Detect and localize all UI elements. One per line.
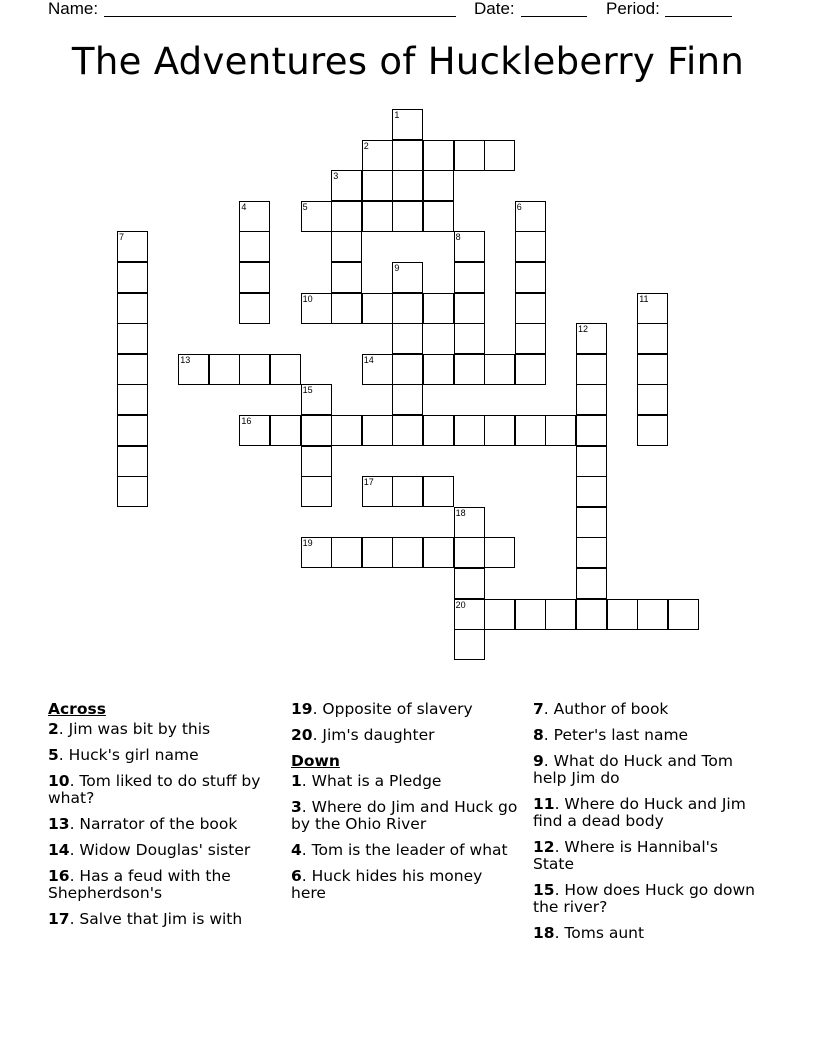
- grid-cell[interactable]: [239, 201, 270, 232]
- grid-cell[interactable]: [239, 293, 270, 324]
- clue-number: 1: [291, 772, 302, 790]
- clues-column-3: [533, 701, 763, 951]
- grid-cell[interactable]: [270, 354, 301, 385]
- clue-number: 11: [533, 795, 555, 813]
- grid-cell[interactable]: [576, 507, 607, 538]
- grid-cell[interactable]: [515, 293, 546, 324]
- grid-cell[interactable]: [545, 599, 576, 630]
- clue-item: [291, 727, 521, 744]
- grid-cell[interactable]: [576, 415, 607, 446]
- clue-item: [291, 701, 521, 718]
- cell-number: 8: [455, 232, 461, 243]
- grid-cell[interactable]: [331, 262, 362, 293]
- clue-item: [533, 882, 763, 916]
- grid-cell[interactable]: [239, 262, 270, 293]
- grid-cell[interactable]: [484, 415, 515, 446]
- clue-text: . What do Huck and Tom help Jim do: [533, 752, 733, 787]
- clue-text: . Tom is the leader of what: [301, 841, 508, 859]
- cell-number: 3: [333, 171, 339, 182]
- clue-text: . Opposite of slavery: [312, 700, 473, 718]
- cell-number: 16: [241, 416, 252, 426]
- grid-cell[interactable]: [576, 568, 607, 599]
- grid-cell[interactable]: [392, 140, 423, 171]
- grid-cell[interactable]: [576, 354, 607, 385]
- name-label: Name:: [48, 0, 99, 18]
- grid-cell[interactable]: [392, 293, 423, 324]
- grid-cell[interactable]: [301, 384, 332, 415]
- clue-item: [533, 701, 763, 718]
- grid-cell[interactable]: [515, 323, 546, 354]
- clues-column-2: [291, 701, 521, 911]
- grid-cell[interactable]: [545, 415, 576, 446]
- grid-cell[interactable]: [362, 537, 393, 568]
- grid-cell[interactable]: [239, 231, 270, 262]
- clue-item: [533, 925, 763, 942]
- grid-cell[interactable]: [515, 201, 546, 232]
- clue-number: 3: [291, 798, 302, 816]
- cell-number: 20: [455, 599, 466, 610]
- clue-item: [48, 747, 278, 764]
- cell-number: 14: [363, 354, 374, 365]
- grid-cell[interactable]: [362, 201, 393, 232]
- cell-number: 6: [516, 201, 522, 212]
- grid-cell[interactable]: [392, 384, 423, 415]
- date-label: Date:: [474, 0, 515, 18]
- cell-number: 12: [578, 324, 589, 335]
- grid-cell[interactable]: [454, 537, 485, 568]
- clue-number: 18: [533, 924, 555, 942]
- clue-number: 5: [48, 746, 59, 764]
- grid-cell[interactable]: [454, 231, 485, 262]
- cell-number: 2: [363, 140, 369, 151]
- grid-cell[interactable]: [117, 293, 148, 324]
- grid-cell[interactable]: [454, 507, 485, 538]
- clues-column-1: [48, 701, 278, 937]
- grid-cell[interactable]: [331, 170, 362, 201]
- grid-cell[interactable]: [454, 599, 485, 630]
- grid-cell[interactable]: [454, 415, 485, 446]
- clue-number: 19: [291, 700, 313, 718]
- clue-number: 13: [48, 815, 70, 833]
- grid-cell[interactable]: [576, 476, 607, 507]
- grid-cell[interactable]: [454, 293, 485, 324]
- grid-cell[interactable]: [362, 354, 393, 385]
- grid-cell[interactable]: [301, 293, 332, 324]
- cell-number: 7: [119, 232, 125, 243]
- grid-cell[interactable]: [392, 170, 423, 201]
- down-heading: Down: [291, 752, 340, 770]
- clue-number: 12: [533, 838, 555, 856]
- cell-number: 10: [302, 293, 313, 304]
- page-title: The Adventures of Huckleberry Finn: [71, 40, 745, 83]
- clue-number: 9: [533, 752, 544, 770]
- cell-number: 5: [302, 201, 308, 212]
- grid-cell[interactable]: [637, 323, 668, 354]
- grid-cell[interactable]: [362, 476, 393, 507]
- clue-item: [291, 842, 521, 859]
- grid-cell[interactable]: [239, 354, 270, 385]
- grid-cell[interactable]: [484, 354, 515, 385]
- grid-cell[interactable]: [423, 201, 454, 232]
- grid-cell[interactable]: [423, 415, 454, 446]
- grid-cell[interactable]: [515, 231, 546, 262]
- grid-cell[interactable]: [117, 446, 148, 477]
- grid-cell[interactable]: [331, 415, 362, 446]
- clue-item: [48, 773, 278, 807]
- clue-text: . Toms aunt: [554, 924, 645, 942]
- grid-cell[interactable]: [239, 415, 270, 446]
- grid-cell[interactable]: [331, 201, 362, 232]
- clue-text: . Narrator of the book: [69, 815, 238, 833]
- grid-cell[interactable]: [178, 354, 209, 385]
- grid-cell[interactable]: [392, 109, 423, 140]
- cell-number: 1: [394, 110, 400, 120]
- clue-text: . Where is Hannibal's State: [533, 838, 719, 873]
- grid-cell[interactable]: [392, 323, 423, 354]
- clue-item: [48, 721, 278, 738]
- grid-cell[interactable]: [423, 293, 454, 324]
- grid-cell[interactable]: [454, 140, 485, 171]
- grid-cell[interactable]: [392, 537, 423, 568]
- grid-cell[interactable]: [331, 293, 362, 324]
- grid-cell[interactable]: [270, 415, 301, 446]
- period-label: Period:: [606, 0, 660, 18]
- grid-cell[interactable]: [484, 599, 515, 630]
- clue-text: . Has a feud with the Shepherdson's: [48, 867, 231, 902]
- clue-number: 6: [291, 867, 302, 885]
- grid-cell[interactable]: [423, 170, 454, 201]
- grid-cell[interactable]: [117, 354, 148, 385]
- clue-text: . Author of book: [543, 700, 669, 718]
- grid-cell[interactable]: [454, 629, 485, 660]
- grid-cell[interactable]: [301, 476, 332, 507]
- grid-cell[interactable]: [668, 599, 699, 630]
- grid-cell[interactable]: [117, 476, 148, 507]
- grid-cell[interactable]: [301, 201, 332, 232]
- clue-item: [533, 796, 763, 830]
- clue-number: 14: [48, 841, 70, 859]
- grid-cell[interactable]: [209, 354, 240, 385]
- grid-cell[interactable]: [423, 140, 454, 171]
- grid-cell[interactable]: [117, 323, 148, 354]
- grid-cell[interactable]: [117, 384, 148, 415]
- clue-number: 16: [48, 867, 70, 885]
- clue-item: [291, 868, 521, 902]
- clue-number: 10: [48, 772, 70, 790]
- cell-number: 9: [394, 263, 400, 273]
- clue-text: . What is a Pledge: [301, 772, 442, 790]
- grid-cell[interactable]: [392, 415, 423, 446]
- cell-number: 13: [180, 354, 191, 365]
- cell-number: 19: [302, 538, 313, 549]
- grid-cell[interactable]: [423, 476, 454, 507]
- grid-cell[interactable]: [301, 415, 332, 446]
- grid-cell[interactable]: [423, 354, 454, 385]
- grid-cell[interactable]: [392, 262, 423, 293]
- grid-cell[interactable]: [576, 384, 607, 415]
- grid-cell[interactable]: [117, 231, 148, 262]
- grid-cell[interactable]: [362, 140, 393, 171]
- grid-cell[interactable]: [423, 537, 454, 568]
- grid-cell[interactable]: [454, 568, 485, 599]
- clue-item: [533, 839, 763, 873]
- grid-cell[interactable]: [576, 446, 607, 477]
- grid-cell[interactable]: [576, 599, 607, 630]
- clue-number: 2: [48, 720, 59, 738]
- grid-cell[interactable]: [607, 599, 638, 630]
- grid-cell[interactable]: [331, 537, 362, 568]
- clue-item: [48, 842, 278, 859]
- grid-cell[interactable]: [362, 415, 393, 446]
- grid-cell[interactable]: [515, 262, 546, 293]
- clue-number: 8: [533, 726, 544, 744]
- grid-cell[interactable]: [637, 599, 668, 630]
- clue-number: 4: [291, 841, 302, 859]
- clue-item: [291, 799, 521, 833]
- grid-cell[interactable]: [484, 140, 515, 171]
- cell-number: 15: [302, 385, 313, 396]
- grid-cell[interactable]: [454, 262, 485, 293]
- grid-cell[interactable]: [484, 537, 515, 568]
- cell-number: 17: [363, 477, 374, 488]
- clue-text: . Jim's daughter: [312, 726, 435, 744]
- grid-cell[interactable]: [576, 537, 607, 568]
- grid-cell[interactable]: [362, 293, 393, 324]
- grid-cell[interactable]: [637, 415, 668, 446]
- grid-cell[interactable]: [117, 262, 148, 293]
- grid-cell[interactable]: [454, 354, 485, 385]
- across-heading: Across: [48, 700, 106, 718]
- clue-text: . Where do Jim and Huck go by the Ohio River: [291, 798, 518, 833]
- clue-text: . Jim was bit by this: [58, 720, 211, 738]
- clue-text: . Huck's girl name: [58, 746, 199, 764]
- cell-number: 4: [241, 201, 247, 212]
- clue-item: [48, 868, 278, 902]
- grid-cell[interactable]: [392, 476, 423, 507]
- clue-number: 20: [291, 726, 313, 744]
- clue-number: 15: [533, 881, 555, 899]
- clue-text: . Salve that Jim is with: [69, 910, 243, 928]
- cell-number: 11: [639, 293, 649, 304]
- clue-number: 17: [48, 910, 70, 928]
- clue-text: . Tom liked to do stuff by what?: [48, 772, 261, 807]
- grid-cell[interactable]: [637, 354, 668, 385]
- grid-cell[interactable]: [392, 201, 423, 232]
- grid-cell[interactable]: [362, 170, 393, 201]
- grid-cell[interactable]: [301, 446, 332, 477]
- clue-item: [533, 727, 763, 744]
- clue-text: . Where do Huck and Jim find a dead body: [533, 795, 746, 830]
- clue-item: [291, 773, 521, 790]
- grid-cell[interactable]: [515, 415, 546, 446]
- grid-cell[interactable]: [637, 384, 668, 415]
- cell-number: 18: [455, 507, 466, 518]
- clue-text: . Widow Douglas' sister: [69, 841, 251, 859]
- clue-text: . How does Huck go down the river?: [533, 881, 756, 916]
- clue-item: [48, 911, 278, 928]
- grid-cell[interactable]: [576, 323, 607, 354]
- grid-cell[interactable]: [301, 537, 332, 568]
- clue-text: . Huck hides his money here: [291, 867, 483, 902]
- clue-text: . Peter's last name: [543, 726, 689, 744]
- clue-number: 7: [533, 700, 544, 718]
- grid-cell[interactable]: [637, 293, 668, 324]
- grid-cell[interactable]: [117, 415, 148, 446]
- grid-cell[interactable]: [454, 323, 485, 354]
- grid-cell[interactable]: [392, 354, 423, 385]
- grid-cell[interactable]: [515, 599, 546, 630]
- clue-item: [48, 816, 278, 833]
- clue-item: [533, 753, 763, 787]
- grid-cell[interactable]: [515, 354, 546, 385]
- grid-cell[interactable]: [331, 231, 362, 262]
